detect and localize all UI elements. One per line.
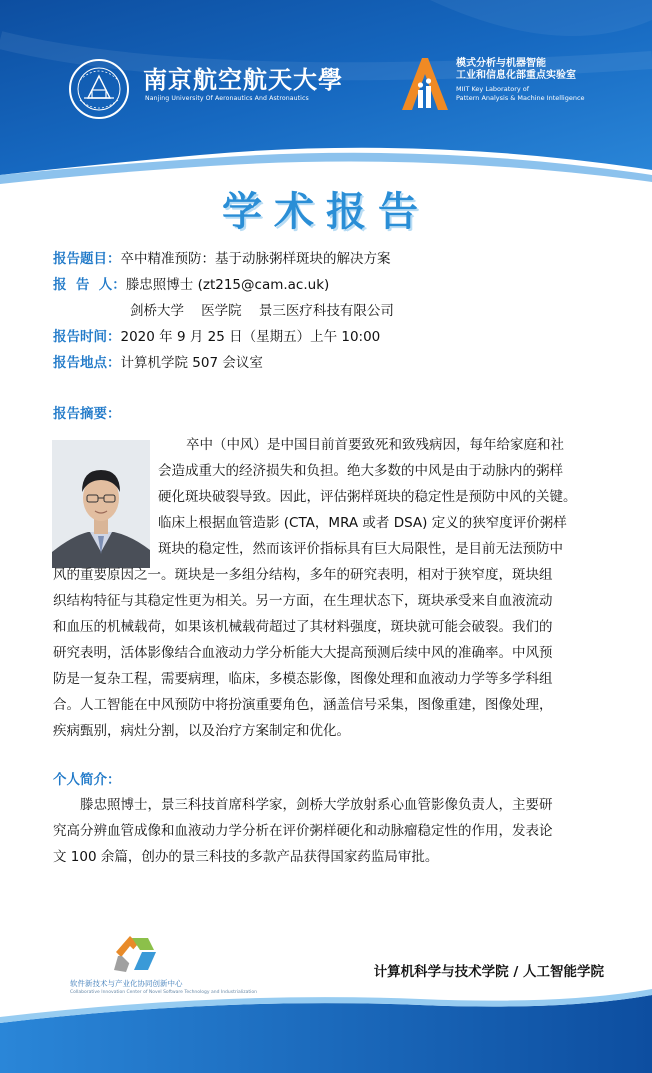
abstract-line: 临床上根据血管造影 (CTA，MRA 或者 DSA) 定义的狭窄度评价粥样 [158,515,567,531]
affiliation-value: 剑桥大学 医学院 景三医疗科技有限公司 [130,303,394,319]
abstract-line: 和血压的机械载荷，如果该机械载荷超过了其材料强度，斑块就可能会破裂。我们的 [53,619,553,635]
university-name-en: Nanjing University Of Aeronautics And Astronautics [145,95,309,102]
speaker-value: 滕忠照博士 (zt215@cam.ac.uk) [125,277,330,293]
abstract-line: 硬化斑块破裂导致。因此，评估粥样斑块的稳定性是预防中风的关键。 [158,489,577,505]
info-topic [53,250,391,268]
topic-value: 卒中精准预防：基于动脉粥样斑块的解决方案 [120,251,391,267]
speaker-photo [52,440,150,568]
time-value: 2020 年 9 月 25 日（星期五）上午 10:00 [120,329,381,345]
abstract-line: 会造成重大的经济损失和负担。绝大多数的中风是由于动脉内的粥样 [158,463,563,479]
abstract-line: 防是一复杂工程，需要病理，临床，多模态影像，图像处理和血液动力学等多学科组 [53,671,553,687]
lab-name-cn-line1: 模式分析与机器智能 [456,58,546,69]
innovation-center-name-en: Collaborative Innovation Center of Novel Software Technology and Industrialization [70,990,257,995]
bio-line: 究高分辨血管成像和血液动力学分析在评价粥样硬化和动脉瘤稳定性的作用，发表论 [53,823,553,839]
lab-name-cn-line2: 工业和信息化部重点实验室 [456,70,576,81]
lab-name-en-line2: Pattern Analysis & Machine Intelligence [456,94,585,102]
bio-heading: 个人简介： [53,772,121,788]
speaker-label: 报 告 人： [53,277,126,293]
lab-logo [398,52,450,114]
info-affiliation [130,302,394,320]
info-place [53,354,263,372]
page-title: 学术报告 [222,188,430,235]
bio-line: 文 100 余篇，创办的景三科技的多款产品获得国家药监局审批。 [53,849,439,865]
bio-line: 滕忠照博士，景三科技首席科学家，剑桥大学放射系心血管影像负责人，主要研 [80,797,553,813]
abstract-line: 合。人工智能在中风预防中将扮演重要角色，涵盖信号采集，图像重建，图像处理， [53,697,553,713]
university-name-cn: 南京航空航天大學 [143,65,343,94]
nuaa-seal-logo [68,58,130,120]
topic-label: 报告题目： [53,251,121,267]
abstract-line: 研究表明，活体影像结合血液动力学分析能大大提高预测后续中风的准确率。中风预 [53,645,553,661]
time-label: 报告时间： [53,329,121,345]
info-speaker [53,276,329,294]
info-time [53,328,380,346]
abstract-line: 疾病甄别，病灶分割，以及治疗方案制定和优化。 [53,723,350,739]
place-value: 计算机学院 507 会议室 [120,355,263,371]
lab-name [456,58,585,103]
footer-background [0,983,652,1073]
abstract-line: 织结构特征与其稳定性更为相关。另一方面，在生理状态下，斑块承受来自血液流动 [53,593,553,609]
organizer-name: 计算机科学与技术学院 / 人工智能学院 [373,964,604,980]
abstract-line: 卒中（中风）是中国目前首要致死和致残病因，每年给家庭和社 [186,437,564,453]
abstract-line: 风的重要原因之一。斑块是一多组分结构，多年的研究表明，相对于狭窄度，斑块组 [53,567,553,583]
abstract-line: 斑块的稳定性，然而该评价指标具有巨大局限性，是目前无法预防中 [158,541,563,557]
abstract-heading: 报告摘要： [53,406,121,422]
innovation-center-logo [108,930,162,976]
place-label: 报告地点： [53,355,121,371]
lab-name-en-line1: MIIT Key Laboratory of [456,85,530,93]
innovation-center-name-cn: 软件新技术与产业化协同创新中心 [70,979,183,988]
